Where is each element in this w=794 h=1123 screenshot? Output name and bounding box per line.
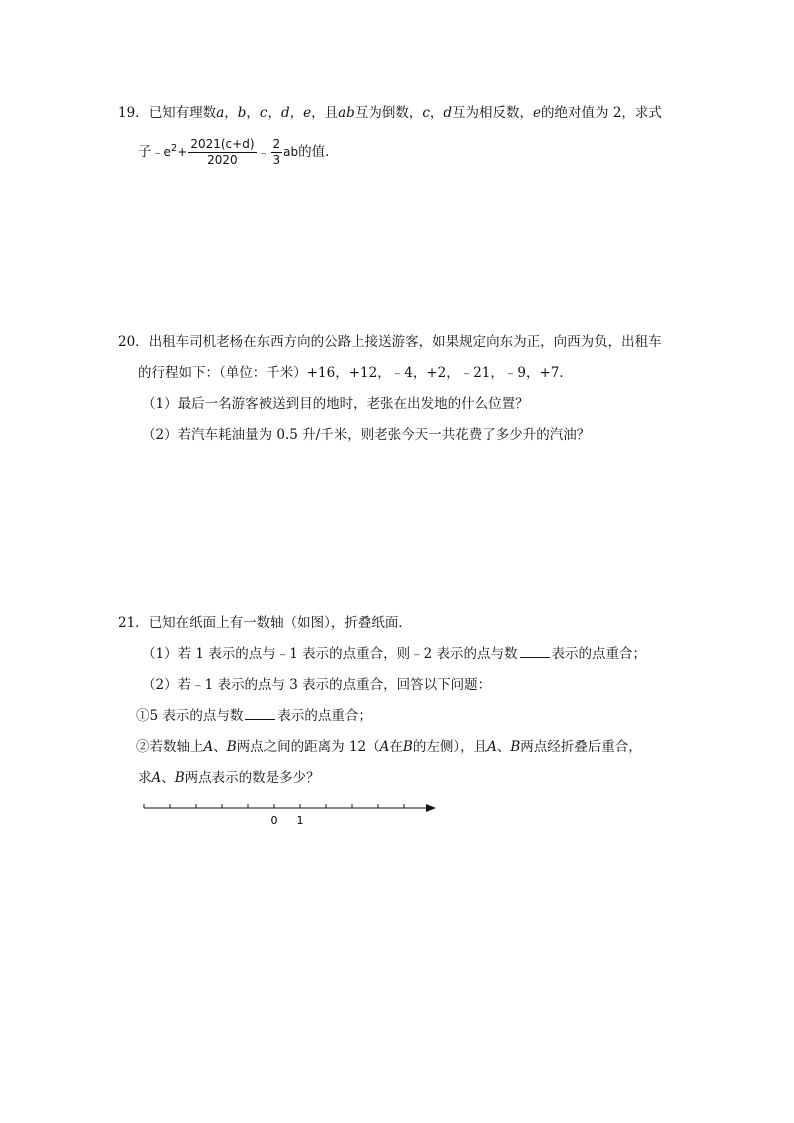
q21-sub1: （1）若 1 表示的点与﹣1 表示的点重合，则﹣2 表示的点与数 表示的点重合； xyxy=(142,646,647,662)
axis-label-zero: 0 xyxy=(270,814,278,827)
q19-fraction-1: $\frac{2021(c+d)}{2020}$ xyxy=(190,137,255,167)
q21-item2: ②若数轴上A、B两点之间的距离为 12（A在B的左侧），且A、B两点经折叠后重合， xyxy=(136,739,642,755)
q20-line2: 的行程如下：（单位：千米）+16，+12，﹣4，+2，﹣21，﹣9，+7． xyxy=(138,365,573,381)
q20-line1: 20．出租车司机老杨在东西方向的公路上接送游客，如果规定向东为正，向西为负，出租车 xyxy=(118,334,662,350)
q20-number: 20． xyxy=(118,334,149,350)
number-line-ticks xyxy=(144,804,404,808)
q21-line-last: 求A、B两点表示的数是多少？ xyxy=(138,770,320,786)
number-line-figure xyxy=(140,798,450,834)
answer-blank-2[interactable] xyxy=(245,707,275,720)
q21-sub2: （2）若﹣1 表示的点与 3 表示的点重合，回答以下问题： xyxy=(142,677,492,693)
axis-label-one: 1 xyxy=(296,814,304,827)
answer-blank-1[interactable] xyxy=(520,645,550,658)
q19-number: 19． xyxy=(118,105,149,121)
q19-line1: 19．已知有理数a，b，c，d，e，且ab互为倒数，c，d互为相反数，e的绝对值为 2，求式 xyxy=(118,105,662,121)
q19-fraction-2: $\frac{2}{3}$ xyxy=(272,137,281,167)
q19-expr-e: $﹣e^2+$ xyxy=(151,143,188,159)
q20-sub1: （1）最后一名游客被送到目的地时，老张在出发地的什么位置？ xyxy=(142,396,529,412)
q19-line2: 子$﹣e^2+$ $\frac{2021(c+d)}{2020}$ ﹣ $\frac{2}{3}$ ab的值． xyxy=(138,137,339,167)
q21-number: 21． xyxy=(118,615,149,631)
arrow-right-icon xyxy=(426,804,436,812)
q20-sub2: （2）若汽车耗油量为 0.5 升/千米，则老张今天一共花费了多少升的汽油？ xyxy=(142,427,591,443)
q21-line1: 21．已知在纸面上有一数轴（如图），折叠纸面． xyxy=(118,615,412,631)
q21-item1: ①5 表示的点与数 表示的点重合； xyxy=(136,708,372,724)
